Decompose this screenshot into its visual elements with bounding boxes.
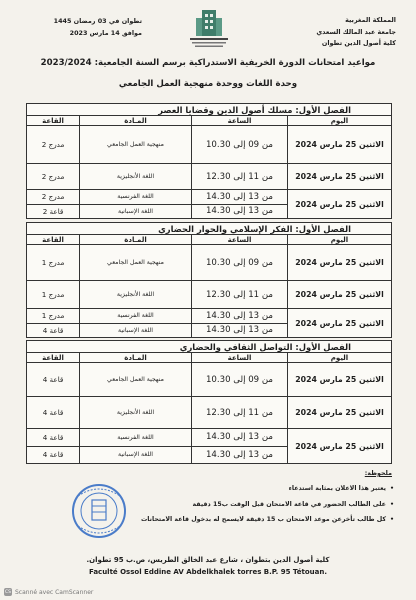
table-row [27,309,391,337]
note-item: • يعتبر هذا الاعلان بمثابة استدعاء [42,481,392,496]
table-row [27,164,391,190]
exam-day: الاثنين 25 مارس 2024 [287,190,391,218]
header-subject: المـادة [79,235,191,244]
semester-title: الفصل الأول: مسلك أصول الدين وقضايا العصر [27,104,391,116]
exam-room: قاعة 2 [42,206,64,216]
university-logo-icon [186,8,232,50]
institution-header [266,15,396,50]
header-day: اليوم [287,235,391,244]
semester-table [26,103,392,219]
exam-day: الاثنين 25 مارس 2024 [287,164,391,189]
header-time: الساعة [191,116,287,125]
footer-address-arabic: كلية أصول الدين بتطوان ، شارع عبد الخالق الطريس، ص.ب 95 تطوان. [86,556,330,564]
exam-time: من 09 إلى 10.30 [191,126,287,163]
header-day: اليوم [287,353,391,362]
exam-room: قاعة 4 [27,429,79,447]
exam-subject: اللغة الأنجليزية [79,164,191,189]
table-row [27,190,391,218]
notes-title: ملحوظة: [364,470,392,477]
table-row [27,281,391,309]
exam-room: مدرج 1 [41,258,65,267]
exam-day: الاثنين 25 مارس 2024 [287,309,391,337]
exam-time: من 09 إلى 10.30 [191,245,287,280]
exam-time: من 09 إلى 10.30 [191,363,287,396]
exam-time: من 13 إلى 14.30 [205,325,274,336]
exam-day: الاثنين 25 مارس 2024 [287,429,391,463]
page-subtitle: وحدة اللغات ووحدة منهجية العمل الجامعي [118,79,298,89]
exam-subject: اللغة الفرنسية [80,190,191,205]
exam-time: من 11 إلى 12.30 [191,164,287,189]
gregorian-date: موافق 14 مارس 2023 [69,29,142,37]
official-stamp-icon [70,482,128,540]
exam-room-group [27,309,79,337]
footer-address-french: Faculté Ossol Eddine AV Abdelkhalek torres B.P. 95 Tétouan. [88,568,328,576]
exam-room: مدرج 1 [27,309,79,324]
page-title: مواعيد امتحانات الدورة الخريفية الاستدراكية برسم السنة الجامعية: 2023/2024 [40,58,376,68]
exam-time-group [191,309,287,337]
header-subject: المـادة [79,353,191,362]
exam-subject: اللغة الإسبانية [118,207,154,215]
semester-table [26,340,392,464]
exam-time-group [191,429,287,463]
exam-room: مدرج 2 [27,190,79,205]
header-day: اليوم [287,116,391,125]
exam-room: مدرج 1 [41,290,65,299]
header-room: القاعة [42,116,64,125]
semester-title: الفصل الأول: التواصل الثقافي والحضاري [27,341,391,353]
camscanner-icon: CS [5,589,11,595]
exam-day: الاثنين 25 مارس 2024 [287,245,391,280]
faculty-line: كلية أصول الدين تطوان [321,39,396,47]
note-item: • على الطالب الحضور في قاعة الامتحان قبل الوقت ب15 دقيقة [42,497,392,512]
header-subject: المـادة [79,116,191,125]
exam-room-group [27,190,79,218]
exam-subject: اللغة الفرنسية [80,309,191,324]
exam-subject: اللغة الإسبانية [118,326,154,334]
exam-day: الاثنين 25 مارس 2024 [287,363,391,396]
header-time: الساعة [191,353,287,362]
exam-time: من 13 إلى 14.30 [192,429,287,447]
semester-table [26,222,392,338]
exam-subject-group [79,190,191,218]
exam-time: من 13 إلى 14.30 [192,309,287,324]
exam-room: قاعة 4 [42,325,64,335]
table-row [27,245,391,281]
exam-room-group [27,429,79,463]
note-item: • كل طالب تأخرعن موعد الامتحان ب 15 دقيقة لايسمح له بدخول قاعة الامتحانات [42,512,392,527]
exam-time: من 13 إلى 14.30 [205,206,274,217]
header-room: القاعة [42,235,64,244]
semester-title: الفصل الأول: الفكر الإسلامي والحوار الحضاري [27,223,391,235]
table-header [27,116,391,126]
header-time: الساعة [191,235,287,244]
exam-time-group [191,190,287,218]
exam-time: من 13 إلى 14.30 [205,449,274,460]
exam-time: من 13 إلى 14.30 [192,190,287,205]
exam-subject: اللغة الفرنسية [80,429,191,447]
exam-room: قاعة 4 [42,408,64,417]
exam-day: الاثنين 25 مارس 2024 [287,126,391,163]
exam-room: مدرج 2 [41,172,65,181]
exam-room: قاعة 4 [42,375,64,384]
exam-subject: اللغة الأنجليزية [79,281,191,308]
kingdom-line: المملكة المغربية [345,16,396,24]
hijri-date: تطوان في 03 رمضان 1445 [53,17,142,25]
exam-room: مدرج 2 [41,140,65,149]
exam-subject: اللغة الأنجليزية [79,397,191,428]
scanner-watermark [4,588,93,596]
exam-room: قاعة 4 [42,450,64,460]
scanner-text: Scanné avec CamScanner [15,588,94,596]
table-row [27,397,391,429]
exam-subject: منهجية العمل الجامعي [79,126,191,163]
date-header [32,15,142,39]
exam-subject: منهجية العمل الجامعي [79,363,191,396]
exam-subject-group [79,429,191,463]
exam-time: من 11 إلى 12.30 [191,281,287,308]
exam-time: من 11 إلى 12.30 [191,397,287,428]
exam-subject-group [79,309,191,337]
exam-day: الاثنين 25 مارس 2024 [287,281,391,308]
university-line: جامعة عبد المالك السعدي [316,27,396,36]
table-row [27,429,391,463]
table-header [27,235,391,245]
table-row [27,126,391,164]
table-row [27,363,391,397]
exam-subject: اللغة الإسبانية [118,451,154,459]
exam-day: الاثنين 25 مارس 2024 [287,397,391,428]
header-room: القاعة [42,353,64,362]
exam-subject: منهجية العمل الجامعي [79,245,191,280]
table-header [27,353,391,363]
